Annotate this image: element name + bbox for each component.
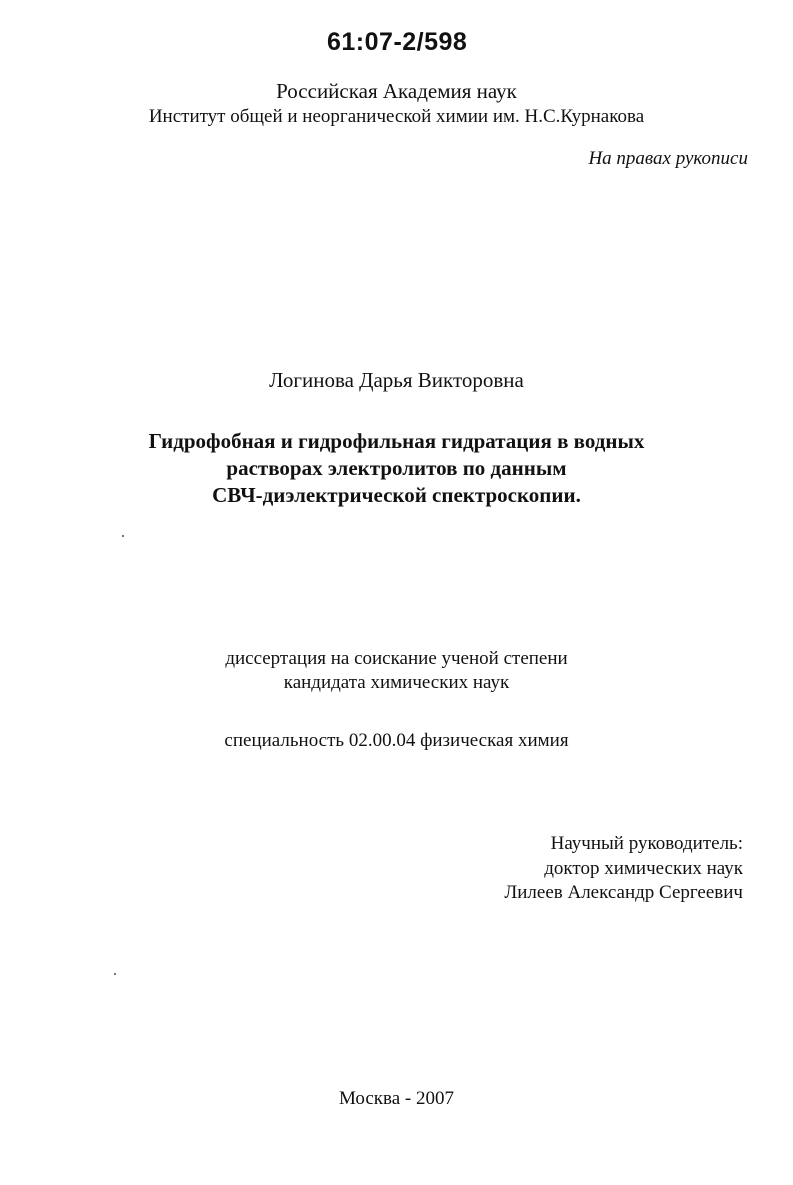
supervisor-name: Лилеев Александр Сергеевич: [504, 882, 743, 903]
institute-name: Институт общей и неорганической химии им. Н.С.Курнакова: [148, 106, 645, 127]
supervisor-line: доктор химических наук: [544, 858, 743, 879]
city-year: Москва - 2007: [338, 1088, 455, 1109]
supervisor-line: Научный руководитель:: [550, 833, 743, 854]
academy-name: Российская Академия наук: [276, 79, 517, 103]
thesis-title-line: Гидрофобная и гидрофильная гидратация в водных: [148, 429, 645, 453]
scan-speck: [114, 973, 116, 975]
degree-line: диссертация на соискание ученой степени: [225, 648, 568, 669]
manuscript-note: На правах рукописи: [588, 148, 748, 169]
archive-stamp: 61:07-2/598: [327, 28, 468, 56]
author-name: Логинова Дарья Викторовна: [269, 368, 524, 392]
scan-speck: [122, 535, 124, 537]
speciality: специальность 02.00.04 физическая химия: [224, 730, 569, 751]
thesis-title-line: растворах электролитов по данным: [226, 456, 567, 480]
degree-line: кандидата химических наук: [283, 672, 510, 693]
thesis-title-line: СВЧ-диэлектрической спектроскопии.: [212, 483, 581, 507]
